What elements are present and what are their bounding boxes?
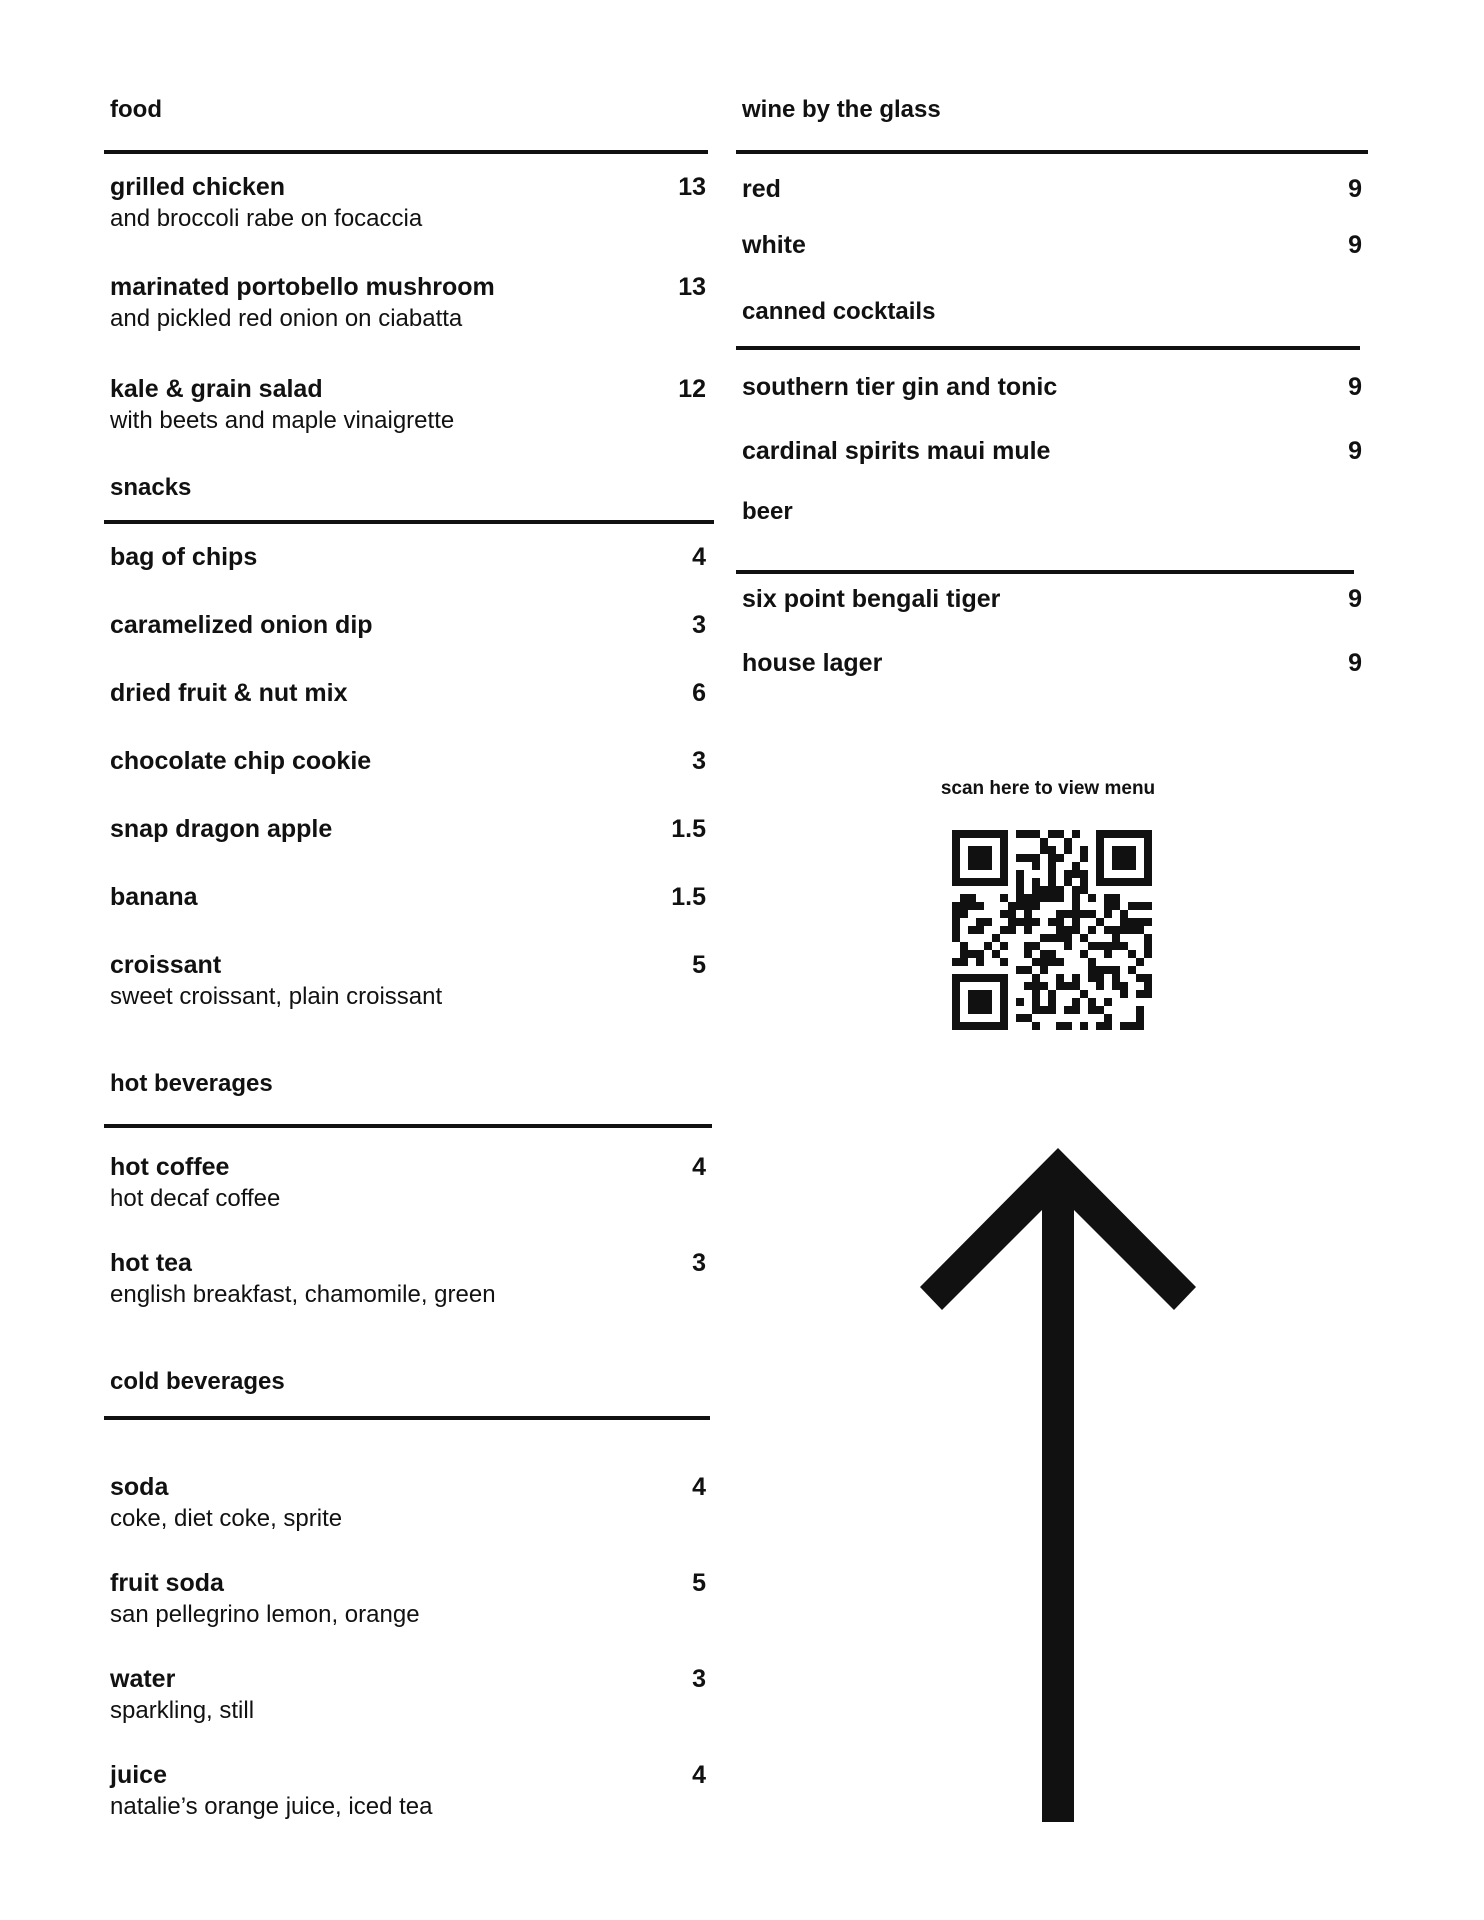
item-description: hot decaf coffee [110, 1185, 281, 1212]
section-title: food [110, 96, 162, 123]
item-name: grilled chicken [110, 173, 286, 201]
item-description: natalie’s orange juice, iced tea [110, 1793, 433, 1820]
menu-item [110, 1152, 706, 1214]
menu-item [742, 436, 1362, 466]
menu-item [110, 172, 706, 234]
menu-item [110, 542, 706, 572]
qr-caption: scan here to view menu [940, 778, 1156, 799]
menu-item [110, 1664, 706, 1726]
item-name: six point bengali tiger [742, 585, 1001, 613]
item-name: red [742, 175, 781, 203]
item-price: 9 [1348, 585, 1362, 613]
item-price: 3 [692, 611, 706, 639]
item-price: 9 [1348, 231, 1362, 259]
menu-item [110, 678, 706, 708]
item-name: hot tea [110, 1249, 192, 1277]
section-title: canned cocktails [742, 298, 936, 325]
qr-code-icon[interactable] [952, 830, 1152, 1030]
section-title: snacks [110, 474, 192, 501]
item-price: 1.5 [671, 883, 706, 911]
item-name: fruit soda [110, 1569, 224, 1597]
item-price: 3 [692, 1249, 706, 1277]
item-name: white [742, 231, 806, 259]
menu-item [110, 1760, 706, 1822]
item-name: snap dragon apple [110, 815, 333, 843]
item-name: juice [110, 1761, 167, 1789]
item-price: 9 [1348, 437, 1362, 465]
item-name: bag of chips [110, 543, 258, 571]
item-description: san pellegrino lemon, orange [110, 1601, 420, 1628]
menu-item [742, 230, 1362, 260]
section-divider [104, 150, 708, 154]
section-title: wine by the glass [742, 96, 941, 123]
item-price: 9 [1348, 373, 1362, 401]
section-divider [736, 150, 1368, 154]
section-divider [104, 1124, 712, 1128]
section-divider [104, 520, 714, 524]
menu-item [742, 372, 1362, 402]
item-description: coke, diet coke, sprite [110, 1505, 343, 1532]
arrow-up-icon [920, 1148, 1196, 1822]
item-description: english breakfast, chamomile, green [110, 1281, 496, 1308]
item-price: 9 [1348, 175, 1362, 203]
item-name: water [110, 1665, 176, 1693]
menu-item [110, 814, 706, 844]
item-price: 1.5 [671, 815, 706, 843]
item-price: 13 [678, 173, 706, 201]
menu-item [110, 882, 706, 912]
item-price: 5 [692, 951, 706, 979]
item-price: 3 [692, 1665, 706, 1693]
item-name: chocolate chip cookie [110, 747, 372, 775]
section-title: hot beverages [110, 1070, 273, 1097]
item-price: 4 [692, 1761, 706, 1789]
menu-item [742, 648, 1362, 678]
item-price: 4 [692, 1153, 706, 1181]
menu-item [110, 746, 706, 776]
menu-item [742, 174, 1362, 204]
menu-item [110, 610, 706, 640]
item-name: cardinal spirits maui mule [742, 437, 1051, 465]
item-description: sweet croissant, plain croissant [110, 983, 443, 1010]
item-name: kale & grain salad [110, 375, 323, 403]
section-divider [104, 1416, 710, 1420]
menu-item [110, 272, 706, 334]
item-price: 9 [1348, 649, 1362, 677]
item-price: 6 [692, 679, 706, 707]
menu-item [110, 374, 706, 436]
item-description: and broccoli rabe on focaccia [110, 205, 423, 232]
section-title: cold beverages [110, 1368, 285, 1395]
menu-item [110, 1568, 706, 1630]
item-price: 13 [678, 273, 706, 301]
item-description: sparkling, still [110, 1697, 255, 1724]
item-name: soda [110, 1473, 169, 1501]
item-name: dried fruit & nut mix [110, 679, 348, 707]
section-divider [736, 570, 1354, 574]
item-name: hot coffee [110, 1153, 230, 1181]
item-price: 4 [692, 543, 706, 571]
item-description: and pickled red onion on ciabatta [110, 305, 463, 332]
menu-item [110, 950, 706, 1012]
item-name: southern tier gin and tonic [742, 373, 1058, 401]
item-price: 12 [678, 375, 706, 403]
item-name: caramelized onion dip [110, 611, 373, 639]
menu-item [742, 584, 1362, 614]
item-name: marinated portobello mushroom [110, 273, 495, 301]
menu-item [110, 1472, 706, 1534]
item-price: 4 [692, 1473, 706, 1501]
item-name: banana [110, 883, 198, 911]
item-name: croissant [110, 951, 222, 979]
item-price: 5 [692, 1569, 706, 1597]
item-name: house lager [742, 649, 883, 677]
item-description: with beets and maple vinaigrette [110, 407, 455, 434]
menu-item [110, 1248, 706, 1310]
section-title: beer [742, 498, 793, 525]
section-divider [736, 346, 1360, 350]
item-price: 3 [692, 747, 706, 775]
